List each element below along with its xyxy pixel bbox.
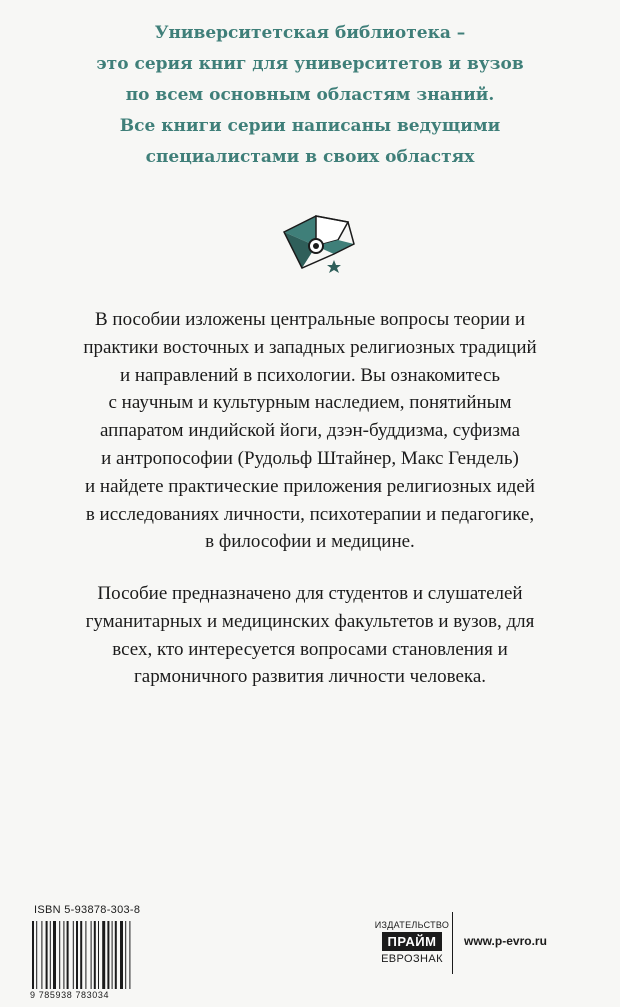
barcode-image xyxy=(30,921,162,991)
description-line: и антропософии (Рудольф Штайнер, Макс Гендель) xyxy=(101,447,519,469)
series-line: это серия книг для университетов и вузов xyxy=(96,54,524,74)
description-line: в философии и медицине. xyxy=(205,531,415,553)
series-line: специалистами в своих областях xyxy=(145,147,475,167)
description-line: и направлений в психологии. Вы ознакомитесь xyxy=(119,364,501,386)
book-description xyxy=(0,306,620,556)
barcode-digits: 9 785938 783034 xyxy=(30,990,110,1000)
audience-paragraph xyxy=(0,580,620,691)
publisher-website: www.p-evro.ru xyxy=(464,934,547,948)
description-line: с научным и культурным наследием, понятийным xyxy=(108,392,512,414)
purpose-line: гуманитарных и медицинских факультетов и вузов, для xyxy=(85,610,535,632)
publisher-logo-mark: ПРАЙМ xyxy=(382,932,443,951)
publisher-logo xyxy=(372,920,452,965)
purpose-line: всех, кто интересуется вопросами становления и xyxy=(112,638,508,660)
publisher-label: ИЗДАТЕЛЬСТВО xyxy=(374,920,450,930)
series-line: Университетская библиотека – xyxy=(154,23,466,43)
purpose-line: Пособие предназначено для студентов и слушателей xyxy=(97,583,523,604)
purpose-line: гармоничного развития личности человека. xyxy=(133,666,487,688)
series-emblem-icon xyxy=(276,210,362,276)
isbn-number: ISBN 5-93878-303-8 xyxy=(34,904,141,916)
description-line: в исследованиях личности, психотерапии и педагогике, xyxy=(85,503,535,525)
series-line: по всем основным областям знаний. xyxy=(125,85,495,105)
description-line: практики восточных и западных религиозных традиций xyxy=(83,336,537,358)
description-line: аппаратом индийской йоги, дзэн-буддизма, суфизма xyxy=(99,420,521,442)
series-line: Все книги серии написаны ведущими xyxy=(119,116,501,136)
description-line: и найдете практические приложения религиозных идей xyxy=(85,475,535,497)
divider-line xyxy=(452,912,453,974)
publisher-name: ЕВРОЗНАК xyxy=(381,953,443,965)
description-line: В пособии изложены центральные вопросы теории и xyxy=(94,309,525,330)
series-blurb xyxy=(0,18,620,173)
